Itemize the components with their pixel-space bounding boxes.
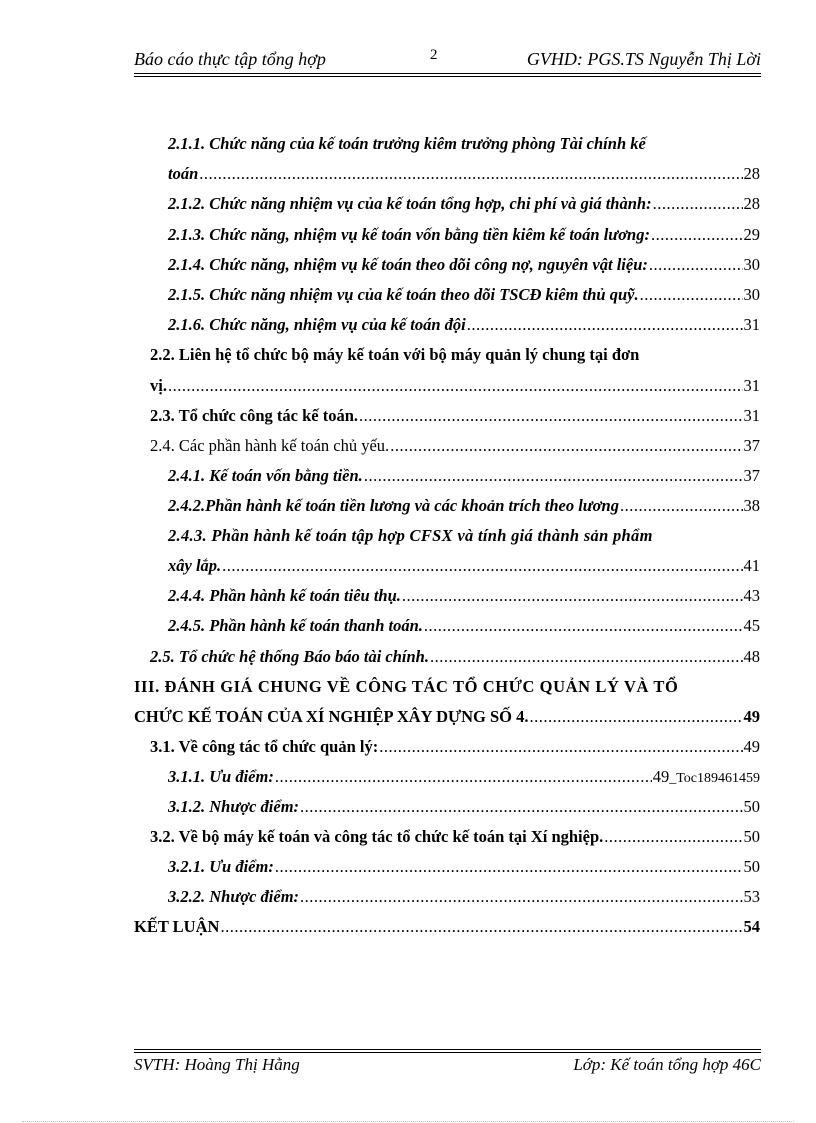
toc-page-number: 49 — [743, 707, 760, 726]
toc-leader-dots — [300, 797, 742, 817]
toc-page-number: 37 — [743, 436, 760, 455]
toc-leader-dots — [620, 496, 743, 516]
toc-entry-label: 2.1.5. Chức năng nhiệm vụ của kế toán theo dõi TSCĐ kiêm thủ quỹ. — [168, 285, 639, 304]
toc-entry-label: 2.4.2.Phần hành kế toán tiền lương và các khoản trích theo lương — [168, 496, 619, 515]
footer-student-name: SVTH: Hoàng Thị Hằng — [134, 1055, 300, 1074]
toc-entry-2-4[interactable] — [150, 436, 760, 456]
toc-leader-dots — [649, 255, 743, 275]
toc-leader-dots — [364, 466, 743, 486]
toc-leader-dots — [379, 737, 742, 757]
toc-entry-label: 3.1.2. Nhược điểm: — [168, 797, 300, 816]
footer-rule — [134, 1049, 761, 1053]
footer-class: Lớp: Kế toán tổng hợp 46C — [573, 1055, 761, 1074]
toc-entry-2-4-2[interactable] — [168, 496, 760, 516]
toc-page-number: 30 — [743, 255, 760, 274]
toc-entry-ket-luan[interactable] — [134, 917, 760, 937]
toc-leader-dots — [220, 917, 742, 937]
toc-entry-3-1-2[interactable] — [168, 797, 760, 817]
toc-entry-2-1-1-line1: 2.1.1. Chức năng của kế toán trưởng kiêm trưởng phòng Tài chính kế — [168, 134, 646, 153]
toc-page-number: 29 — [743, 225, 760, 244]
toc-entry-2-1-2[interactable] — [168, 194, 760, 214]
toc-page-number: 45 — [743, 616, 760, 635]
toc-entry-label: 2.4. Các phần hành kế toán chủ yếu. — [150, 436, 390, 455]
toc-entry-2-1-4[interactable] — [168, 255, 760, 275]
toc-entry-2-4-1[interactable] — [168, 466, 760, 486]
toc-entry-label: 2.5. Tổ chức hệ thống Báo báo tài chính. — [150, 647, 429, 666]
toc-leader-dots — [275, 857, 743, 877]
toc-leader-dots — [467, 315, 743, 335]
toc-entry-iii-line1: III. ĐÁNH GIÁ CHUNG VỀ CÔNG TÁC TỔ CHỨC QUẢN LÝ VÀ TỔ — [134, 677, 679, 696]
toc-entry-label: xây lắp. — [168, 556, 222, 575]
toc-leader-dots — [651, 225, 743, 245]
toc-entry-2-1-6[interactable] — [168, 315, 760, 335]
toc-bookmark-code: _Toc189461459 — [669, 771, 760, 786]
toc-leader-dots — [402, 586, 743, 606]
toc-page-number: 54 — [743, 917, 760, 936]
toc-page-number: 53 — [743, 887, 760, 906]
toc-entry-label: CHỨC KẾ TOÁN CỦA XÍ NGHIỆP XÂY DỰNG SỐ 4. — [134, 707, 529, 726]
toc-entry-2-4-3[interactable] — [168, 556, 760, 576]
toc-entry-label: 3.2.1. Ưu điểm: — [168, 857, 274, 876]
toc-entry-label: 2.1.2. Chức năng nhiệm vụ của kế toán tổng hợp, chi phí và giá thành: — [168, 194, 652, 213]
toc-entry-label: 2.1.4. Chức năng, nhiệm vụ kế toán theo dõi công nợ, nguyên vật liệu: — [168, 255, 648, 274]
toc-entry-3-2-1[interactable] — [168, 857, 760, 877]
toc-entry-label: 2.4.4. Phần hành kế toán tiêu thụ. — [168, 586, 401, 605]
toc-page-number: 50 — [743, 857, 760, 876]
toc-page-number: 43 — [743, 586, 760, 605]
toc-page-number: 28 — [743, 194, 760, 213]
toc-page-number: 37 — [743, 466, 760, 485]
toc-leader-dots — [530, 707, 743, 727]
toc-entry-2-3[interactable] — [150, 406, 760, 426]
toc-leader-dots — [653, 194, 743, 214]
toc-entry-2-4-4[interactable] — [168, 586, 760, 606]
toc-entry-2-2-line1: 2.2. Liên hệ tổ chức bộ máy kế toán với bộ máy quản lý chung tại đơn — [150, 345, 640, 364]
toc-entry-label: 2.4.1. Kế toán vốn bằng tiền. — [168, 466, 363, 485]
toc-entry-label: KẾT LUẬN — [134, 917, 220, 936]
toc-page-number: 49 — [743, 737, 760, 756]
toc-leader-dots — [424, 616, 743, 636]
toc-page-number: 41 — [743, 556, 760, 575]
toc-leader-dots — [168, 376, 743, 396]
toc-leader-dots — [199, 164, 742, 184]
toc-entry-2-4-3-line1: 2.4.3. Phần hành kế toán tập hợp CFSX và tính giá thành sản phẩm — [168, 526, 653, 545]
toc-page-number: 28 — [743, 164, 760, 183]
toc-entry-label: 2.4.5. Phần hành kế toán thanh toán. — [168, 616, 423, 635]
toc-leader-dots — [604, 827, 742, 847]
toc-page-number: 31 — [743, 406, 760, 425]
toc-leader-dots — [359, 406, 742, 426]
toc-page-number: 31 — [743, 376, 760, 395]
toc-page-number: 50 — [743, 797, 760, 816]
header-report-title: Báo cáo thực tập tổng hợp — [134, 49, 326, 69]
toc-entry-label: toán — [168, 164, 199, 183]
header-page-number: 2 — [430, 47, 438, 63]
toc-leader-dots — [390, 436, 742, 456]
toc-entry-label: 2.1.3. Chức năng, nhiệm vụ kế toán vốn bằng tiền kiêm kế toán lương: — [168, 225, 650, 244]
toc-page-number: 48 — [743, 647, 760, 666]
toc-entry-2-1-1[interactable] — [168, 164, 760, 184]
toc-leader-dots — [430, 647, 743, 667]
toc-leader-dots — [222, 556, 742, 576]
toc-entry-3-1[interactable] — [150, 737, 760, 757]
toc-entry-label: vị. — [150, 376, 167, 395]
page-header — [134, 47, 761, 73]
toc-page-number: 49 — [652, 767, 670, 786]
toc-entry-label: 2.1.6. Chức năng, nhiệm vụ của kế toán đội — [168, 315, 466, 334]
page-edge-line — [22, 1121, 794, 1122]
toc-entry-label: 3.2.2. Nhược điểm: — [168, 887, 300, 906]
toc-page-number: 30 — [743, 285, 760, 304]
toc-entry-3-1-1[interactable] — [168, 767, 760, 787]
toc-leader-dots — [275, 767, 652, 787]
toc-entry-3-2-2[interactable] — [168, 887, 760, 907]
toc-entry-2-1-3[interactable] — [168, 225, 760, 245]
toc-entry-2-4-5[interactable] — [168, 616, 760, 636]
toc-entry-iii[interactable] — [134, 707, 760, 727]
toc-entry-label: 2.3. Tổ chức công tác kế toán. — [150, 406, 359, 425]
toc-entry-label: 3.1. Về công tác tổ chức quản lý: — [150, 737, 379, 756]
toc-page-number: 50 — [743, 827, 760, 846]
toc-page-number: 31 — [743, 315, 760, 334]
toc-leader-dots — [300, 887, 742, 907]
header-supervisor: GVHD: PGS.TS Nguyễn Thị Lời — [526, 49, 761, 69]
toc-entry-2-1-5[interactable] — [168, 285, 760, 305]
toc-entry-3-2[interactable] — [150, 827, 760, 847]
toc-entry-label: 3.2. Về bộ máy kế toán và công tác tổ chức kế toán tại Xí nghiệp. — [150, 827, 604, 846]
toc-page-number: 38 — [743, 496, 760, 515]
toc-entry-label: 3.1.1. Ưu điểm: — [168, 767, 274, 786]
toc-leader-dots — [640, 285, 743, 305]
header-rule — [134, 73, 761, 77]
toc-entry-2-2[interactable] — [150, 376, 760, 396]
toc-entry-2-5[interactable] — [150, 647, 760, 667]
